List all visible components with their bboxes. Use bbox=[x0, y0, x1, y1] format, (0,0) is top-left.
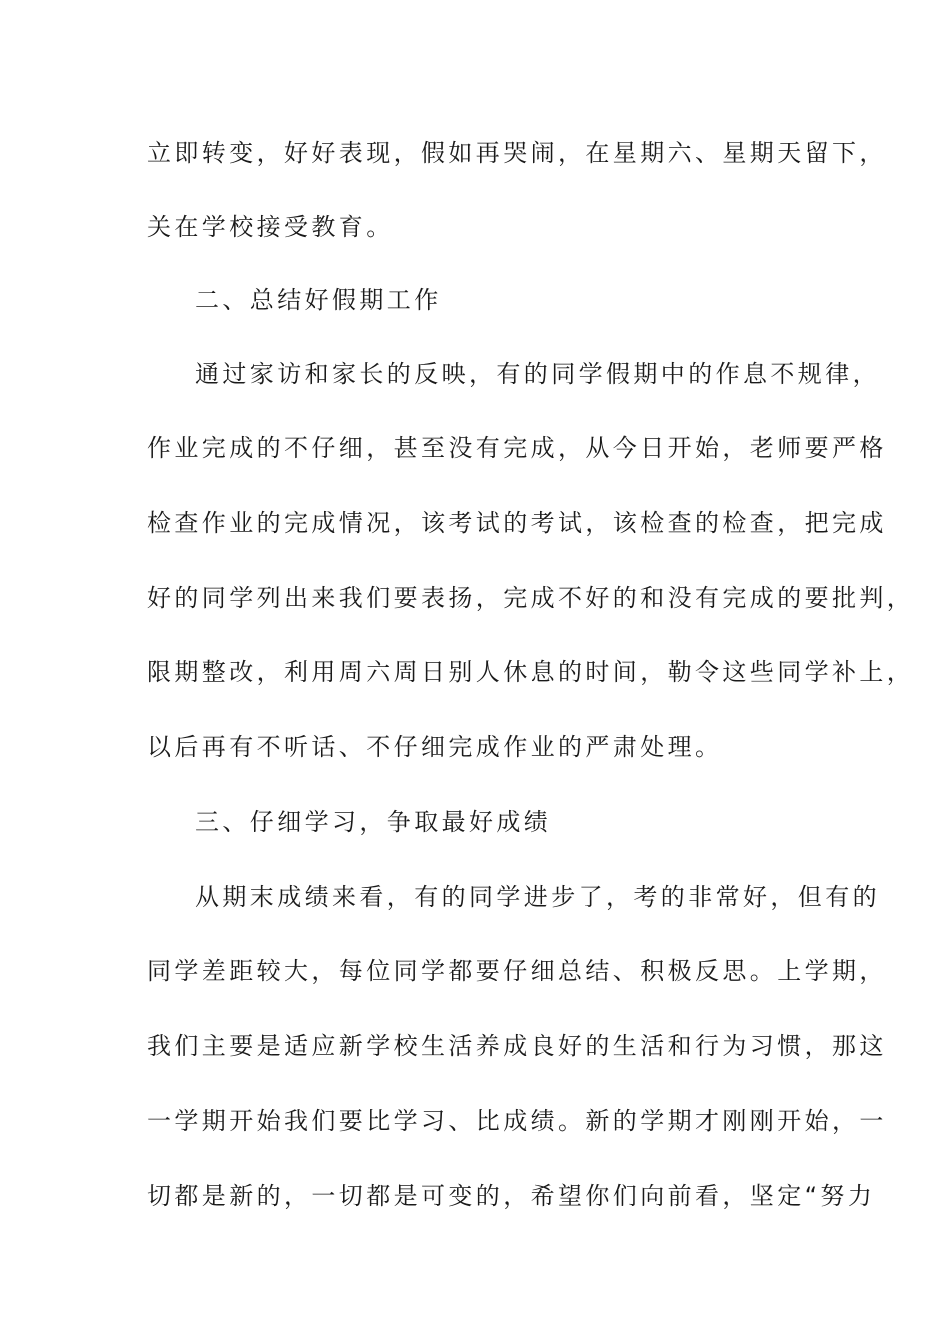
text-line: 以后再有不听话、不仔细完成作业的严肃处理。 bbox=[147, 733, 723, 761]
text-line: 好的同学列出来我们要表扬，完成不好的和没有完成的要批判， bbox=[147, 584, 915, 612]
text-line: 一学期开始我们要比学习、比成绩。新的学期才刚刚开始，一 bbox=[147, 1107, 887, 1135]
text-line: 我们主要是适应新学校生活养成良好的生活和行为习惯，那这 bbox=[147, 1032, 887, 1060]
text-line: 切都是新的，一切都是可变的，希望你们向前看，坚定“努力 bbox=[147, 1182, 876, 1210]
paragraph-first-line: 通过家访和家长的反映，有的同学假期中的作息不规律， bbox=[195, 360, 880, 388]
paragraph-first-line: 从期末成绩来看，有的同学进步了，考的非常好，但有的 bbox=[195, 883, 880, 911]
text-line: 关在学校接受教育。 bbox=[147, 213, 394, 241]
text-line: 作业完成的不仔细，甚至没有完成，从今日开始，老师要严格 bbox=[147, 434, 887, 462]
text-line: 检查作业的完成情况，该考试的考试，该检查的检查，把完成 bbox=[147, 509, 887, 537]
section-heading: 二、总结好假期工作 bbox=[195, 286, 442, 314]
text-line: 同学差距较大，每位同学都要仔细总结、积极反思。上学期， bbox=[147, 957, 887, 985]
text-line: 立即转变，好好表现，假如再哭闹，在星期六、星期天留下， bbox=[147, 139, 887, 167]
section-heading: 三、仔细学习，争取最好成绩 bbox=[195, 808, 552, 836]
text-line: 限期整改，利用周六周日别人休息的时间，勒令这些同学补上， bbox=[147, 658, 915, 686]
